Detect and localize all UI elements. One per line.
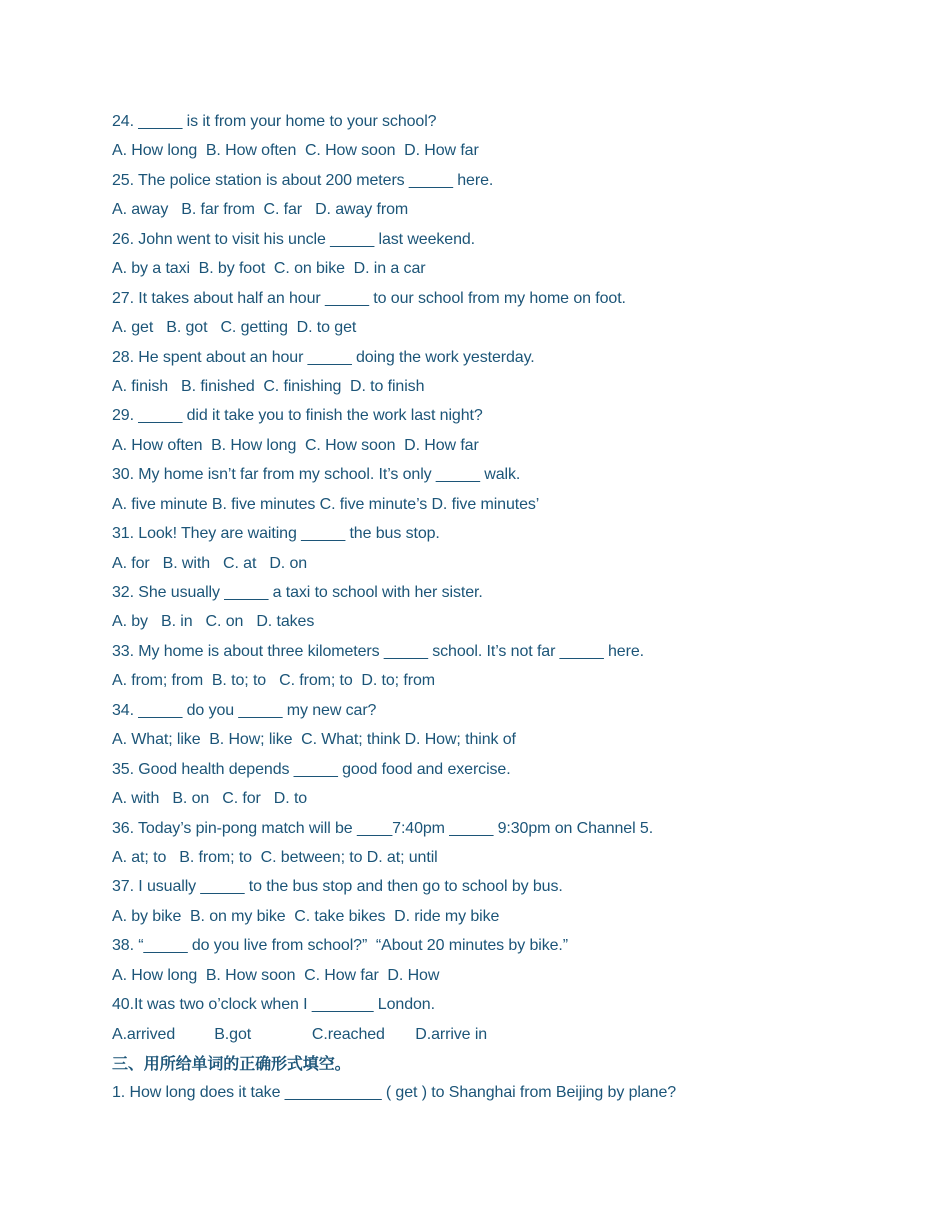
question-25: 25. The police station is about 200 meters _____ here. — [112, 171, 494, 189]
section-heading: 三、用所给单词的正确形式填空。 — [112, 1054, 351, 1073]
question-30: 30. My home isn’t far from my school. It’s only _____ walk. — [112, 466, 521, 484]
question-29: 29. _____ did it take you to finish the work last night? — [112, 407, 483, 425]
question-40: 40.It was two o’clock when I _______ London. — [112, 996, 435, 1014]
question-36: 36. Today’s pin-pong match will be ____7:40pm _____ 9:30pm on Channel 5. — [112, 819, 654, 837]
options-37: A. by bike B. on my bike C. take bikes D. ride my bike — [112, 907, 500, 925]
options-31: A. for B. with C. at D. on — [112, 554, 308, 572]
question-37: 37. I usually _____ to the bus stop and then go to school by bus. — [112, 878, 563, 896]
options-32: A. by B. in C. on D. takes — [112, 613, 315, 631]
options-27: A. get B. got C. getting D. to get — [112, 319, 357, 337]
question-34: 34. _____ do you _____ my new car? — [112, 701, 377, 719]
document-page — [112, 110, 912, 1111]
options-36: A. at; to B. from; to C. between; to D. at; until — [112, 848, 438, 866]
options-25: A. away B. far from C. far D. away from — [112, 201, 409, 219]
question-28: 28. He spent about an hour _____ doing the work yesterday. — [112, 348, 535, 366]
question-27: 27. It takes about half an hour _____ to our school from my home on foot. — [112, 289, 626, 307]
question-26: 26. John went to visit his uncle _____ last weekend. — [112, 230, 476, 248]
question-24: 24. _____ is it from your home to your school? — [112, 113, 437, 130]
options-38: A. How long B. How soon C. How far D. How — [112, 966, 440, 984]
question-38: 38. “_____ do you live from school?” “About 20 minutes by bike.” — [112, 937, 568, 955]
question-32: 32. She usually _____ a taxi to school with her sister. — [112, 584, 483, 601]
question-35: 35. Good health depends _____ good food and exercise. — [112, 760, 511, 778]
options-28: A. finish B. finished C. finishing D. to finish — [112, 377, 425, 395]
options-33: A. from; from B. to; to C. from; to D. to; from — [112, 672, 435, 690]
options-24: A. How long B. How often C. How soon D. How far — [112, 142, 479, 160]
options-40: A.arrived B.got C.reached D.arrive in — [112, 1025, 488, 1043]
options-29: A. How often B. How long C. How soon D. How far — [112, 436, 479, 454]
question-31: 31. Look! They are waiting _____ the bus stop. — [112, 525, 440, 543]
fill-in-question-1: 1. How long does it take ___________ ( get ) to Shanghai from Beijing by plane? — [112, 1084, 677, 1102]
options-35: A. with B. on C. for D. to — [112, 790, 308, 808]
question-33: 33. My home is about three kilometers _____ school. It’s not far _____ here. — [112, 642, 644, 660]
options-34: A. What; like B. How; like C. What; think D. How; think of — [112, 731, 516, 749]
options-26: A. by a taxi B. by foot C. on bike D. in a car — [112, 260, 426, 278]
options-30: A. five minute B. five minutes C. five minute’s D. five minutes’ — [112, 495, 540, 513]
